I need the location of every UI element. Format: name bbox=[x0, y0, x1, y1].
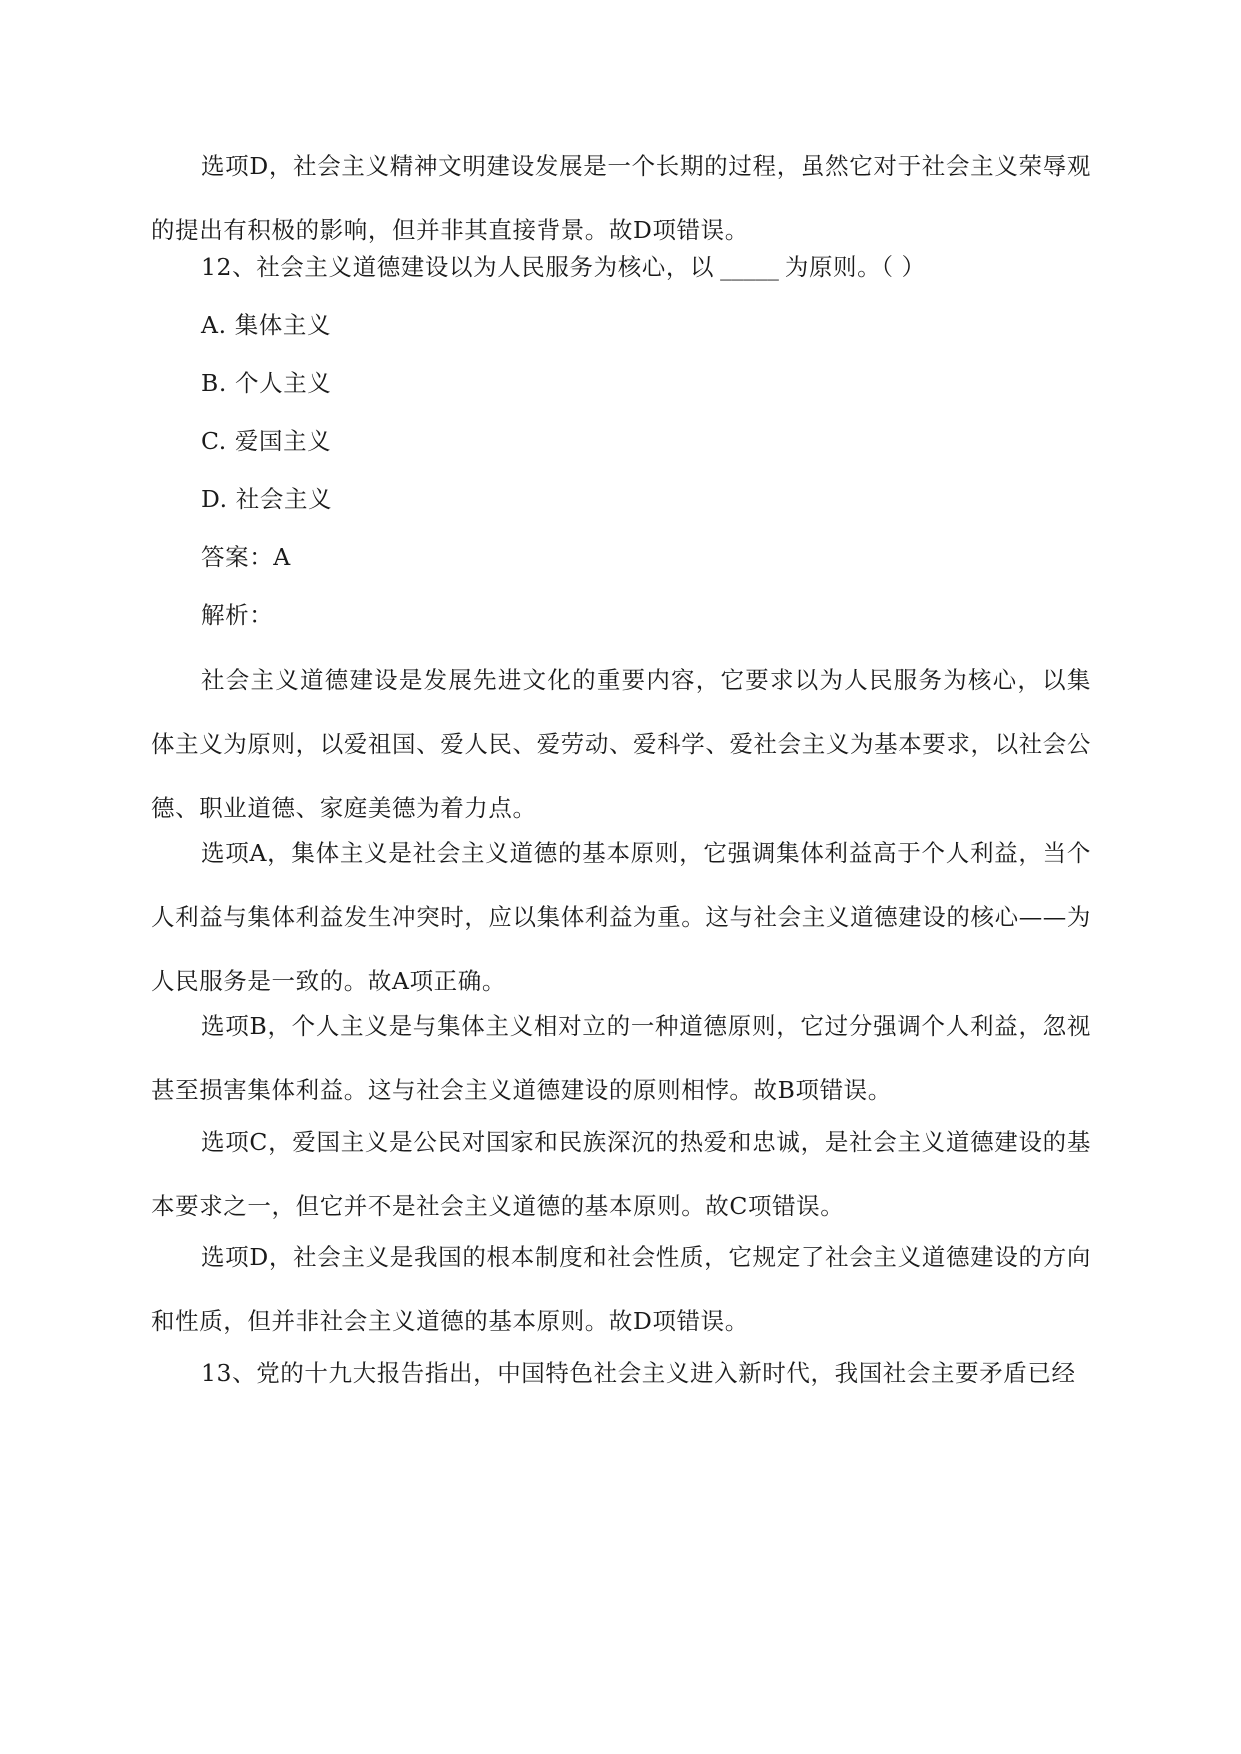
answer-line: 答案：A bbox=[201, 543, 291, 571]
option-d: D. 社会主义 bbox=[201, 485, 333, 513]
question-12-prefix: 12、社会主义道德建设以为人民服务为核心，以 bbox=[201, 253, 715, 281]
option-a: A. 集体主义 bbox=[201, 311, 332, 339]
analysis-label: 解析： bbox=[201, 601, 274, 629]
paragraph-option-c: 选项C，爱国主义是公民对国家和民族深沉的热爱和忠诚，是社会主义道德建设的基本要求之一，但它并不是社会主义道德的基本原则。故C项错误。 bbox=[151, 1128, 1091, 1220]
paragraph-option-d: 选项D，社会主义是我国的根本制度和社会性质，它规定了社会主义道德建设的方向和性质，但并非社会主义道德的基本原则。故D项错误。 bbox=[151, 1243, 1091, 1335]
option-c: C. 爱国主义 bbox=[201, 427, 332, 455]
paragraph-option-b: 选项B，个人主义是与集体主义相对立的一种道德原则，它过分强调个人利益，忽视甚至损害集体利益。这与社会主义道德建设的原则相悖。故B项错误。 bbox=[151, 1012, 1091, 1104]
paragraph-option-a: 选项A，集体主义是社会主义道德的基本原则，它强调集体利益高于个人利益，当个人利益与集体利益发生冲突时，应以集体利益为重。这与社会主义道德建设的核心——为人民服务是一致的。故A项正确。 bbox=[151, 839, 1091, 995]
question-12-suffix: 为原则。（ ） bbox=[784, 253, 926, 281]
question-13: 13、党的十九大报告指出，中国特色社会主义进入新时代，我国社会主要矛盾已经 bbox=[201, 1359, 1076, 1387]
question-12-blank: _____ bbox=[720, 253, 779, 281]
question-12 bbox=[201, 247, 926, 287]
paragraph-option-d-previous: 选项D，社会主义精神文明建设发展是一个长期的过程，虽然它对于社会主义荣辱观的提出有积极的影响，但并非其直接背景。故D项错误。 bbox=[151, 152, 1091, 244]
paragraph-analysis: 社会主义道德建设是发展先进文化的重要内容，它要求以为人民服务为核心，以集体主义为原则，以爱祖国、爱人民、爱劳动、爱科学、爱社会主义为基本要求，以社会公德、职业道德、家庭美德为着力点。 bbox=[151, 666, 1091, 822]
option-b: B. 个人主义 bbox=[201, 369, 332, 397]
